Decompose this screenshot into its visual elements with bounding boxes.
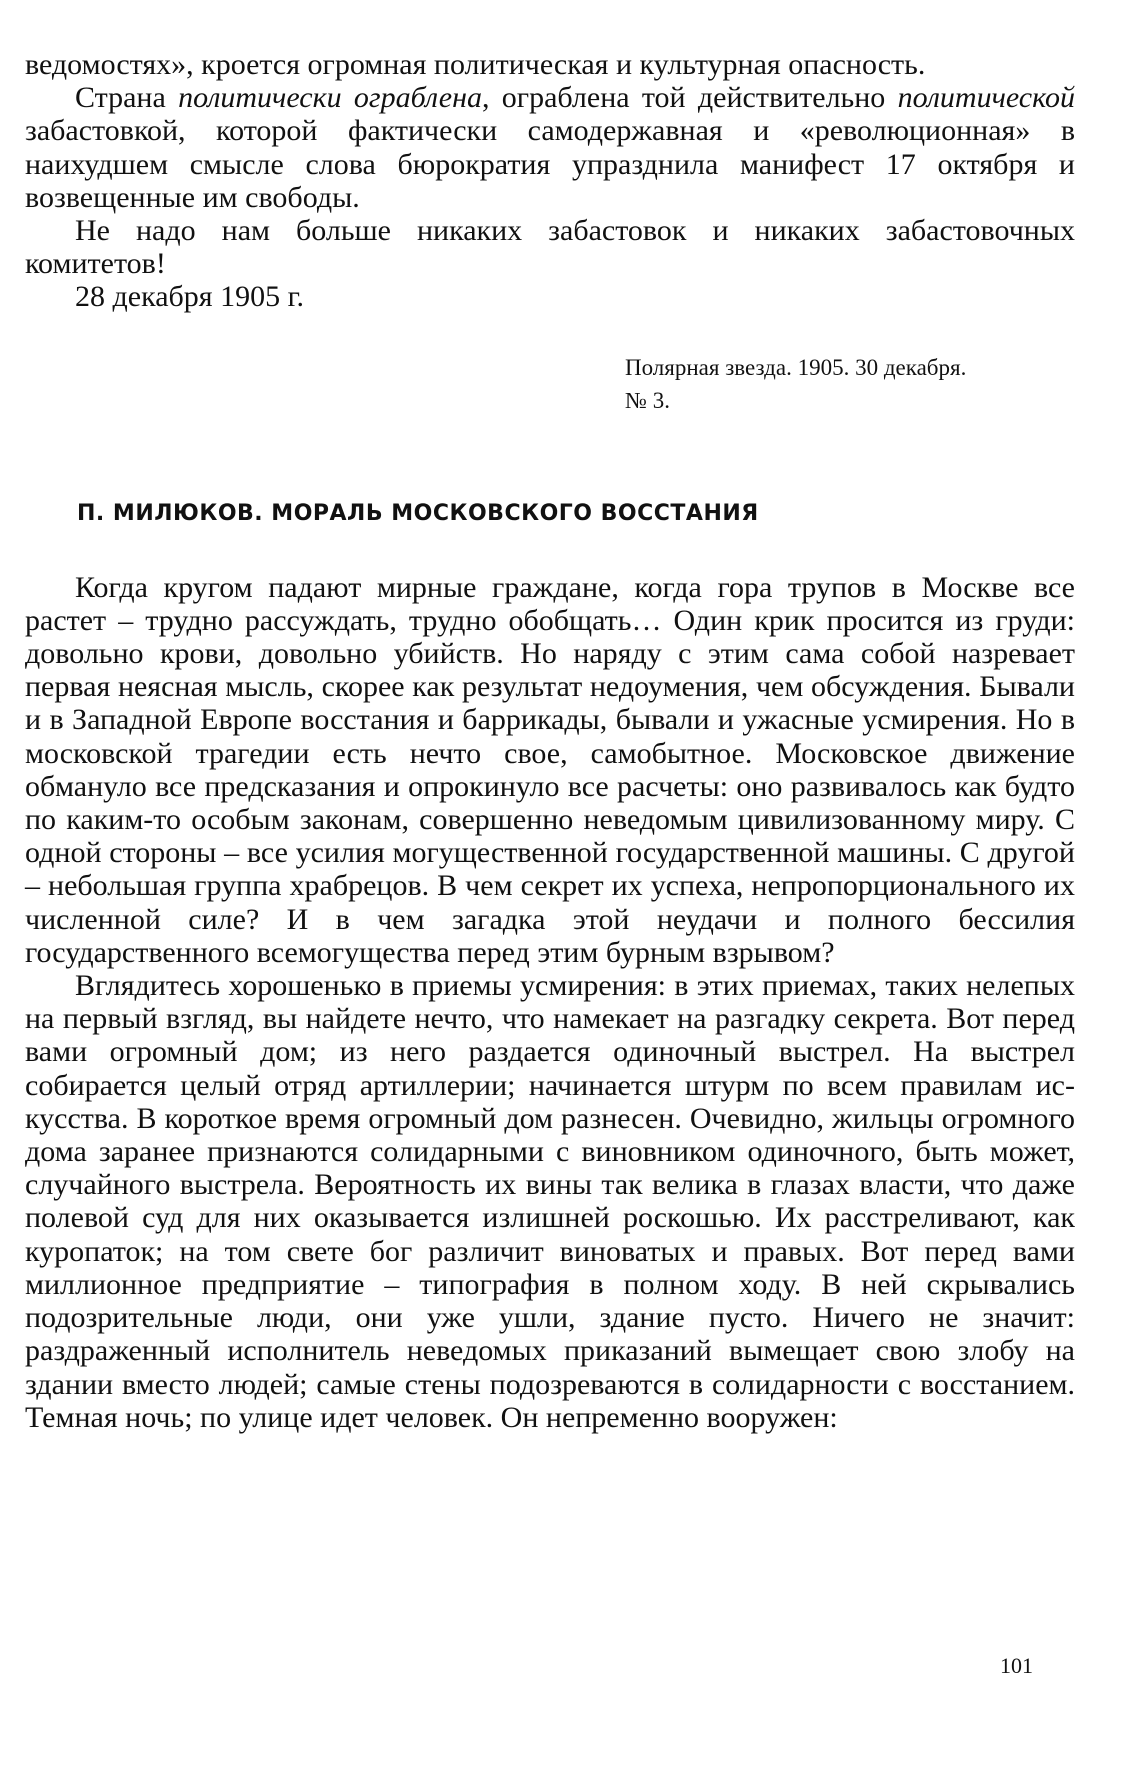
source-line-1: Полярная звезда. 1905. 30 декабря. (625, 354, 967, 380)
italic-text: политически ограблена (178, 81, 482, 115)
page-content (25, 48, 1075, 1434)
paragraph-continuation: ведомостях», кроется огромная политическая и культурная опасность. (25, 48, 926, 81)
italic-text: политической (897, 81, 1076, 115)
source-line-2: № 3. (625, 387, 670, 413)
source-citation (625, 351, 1080, 417)
page-number: 101 (1000, 1653, 1033, 1678)
article-heading: П. МИЛЮКОВ. МОРАЛЬ МОСКОВСКОГО ВОССТАНИЯ (77, 500, 759, 526)
body-paragraph: Когда кругом падают мирные граждане, когда гора трупов в Москве все растет – трудно рассуждать, трудно обобщать… Один крик просится из груди: довольно крови, довольно убийств. Но наряду с этим сама собой назревает первая неясная мысль, скорее как результат недоумения, чем обсуждения. Бывали и в Западной Европе восстания и баррикады, бывали и ужасные усмирения. Но в московской трагедии есть нечто свое, самобытное. Московское движение обмануло все предсказания и опрокинуло все расчеты: оно развивалось как будто по каким-то особым законам, совершенно неведомым цивилизованному миру. С одной стороны – все усилия могущественной государственной машины. С другой – небольшая группа храбрецов. В чем секрет их успеха, непропорционального их численной силе? И в чем загадка этой неудачи и полного бессилия государственного всемогущества перед этим бурным взрывом? (25, 570, 1075, 969)
text-run: , ограблена той действительно (482, 81, 898, 115)
paragraph-strana (25, 81, 1075, 214)
text-run: Страна (75, 81, 179, 115)
date-line: 28 декабря 1905 г. (75, 280, 304, 314)
paragraph-ne-nado: Не надо нам больше никаких забастовок и никаких забастовочных комитетов! (25, 214, 1075, 281)
body-paragraph: Вглядитесь хорошенько в приемы усмирения: в этих приемах, таких нелепых на первый взгляд, вы найдете нечто, что намекает на разгадку секрета. Вот перед вами огромный дом; из него раздается одиночный выстрел. На выстрел собирается целый отряд артиллерии; начинается штурм по всем правилам искусства. В короткое время огромный дом разнесен. Очевидно, жильцы огромного дома заранее признаются солидарными с виновником одиночного, быть может, случайного выстрела. Вероятность их вины так велика в глазах власти, что даже полевой суд для них оказывается излишней роскошью. Их расстреливают, как куропаток; на том свете бог различит виноватых и правых. Вот перед вами миллионное предприятие – типография в полном ходу. В ней скрывались подозрительные люди, они уже ушли, здание пусто. Ничего не значит: раздраженный исполнитель неведомых приказаний вымещает свою злобу на здании вместо людей; самые стены подозреваются в солидарности с восстанием. Темная ночь; по улице идет человек. Он непременно вооружен: (25, 969, 1075, 1434)
text-run: забастовкой, которой фактически самодержавная и «революционная» в наихудшем смысле слова бюрократия упразднила манифест 17 октября и возвещенные им свободы. (25, 114, 1075, 214)
